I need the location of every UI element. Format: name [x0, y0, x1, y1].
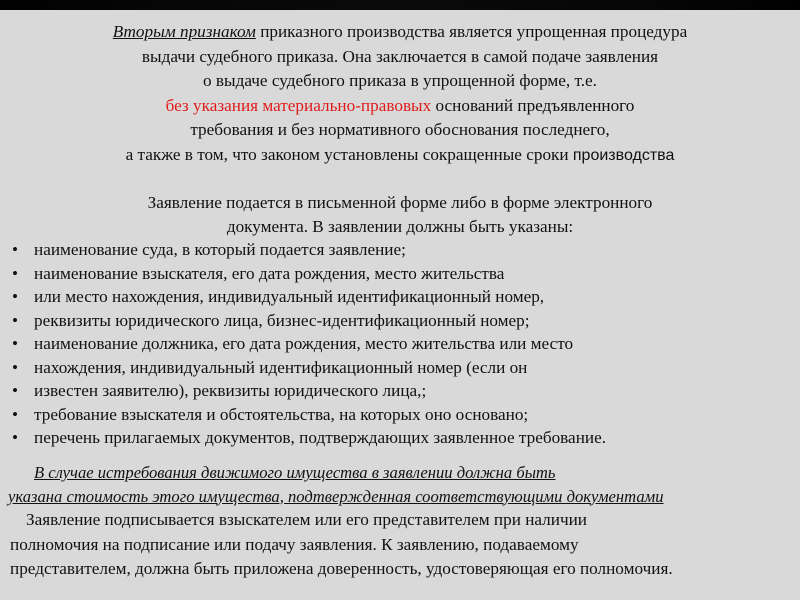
intro-line-4	[0, 94, 800, 119]
intro-line-1	[0, 20, 800, 45]
list-item-text: требование взыскателя и обстоятельства, на которых оно основано;	[34, 404, 529, 424]
list-item-text: нахождения, индивидуальный идентификационный номер (если он	[34, 357, 528, 377]
bullet-icon: •	[12, 287, 19, 306]
list-item	[12, 332, 792, 356]
intro-line-4-text: оснований предъявленного	[431, 95, 635, 115]
requirements-list	[12, 238, 792, 450]
bullet-icon: •	[12, 381, 19, 400]
bullet-icon: •	[12, 428, 19, 447]
signature-line-1: Заявление подписывается взыскателем или его представителем при наличии	[26, 510, 587, 529]
bullet-icon: •	[12, 310, 19, 330]
list-item	[12, 238, 792, 262]
bullet-icon: •	[12, 240, 19, 259]
list-item-text: наименование взыскателя, его дата рождения, место жительства	[34, 263, 505, 283]
list-item	[12, 426, 792, 450]
list-item-text: реквизиты юридического лица, бизнес-идентификационный номер;	[34, 310, 530, 330]
list-item	[12, 356, 792, 380]
list-item	[12, 285, 792, 309]
signature-line-2: полномочия на подписание или подачу заявления. К заявлению, подаваемому	[10, 534, 579, 554]
intro-line-2: выдачи судебного приказа. Она заключается в самой подаче заявления	[141, 46, 659, 66]
requirements-heading	[0, 191, 800, 238]
list-item-text: наименование суда, в который подается заявление;	[34, 240, 406, 259]
list-item	[12, 403, 792, 427]
intro-line-1-text: приказного производства является упрощенная процедура	[255, 22, 688, 41]
intro-red-highlight: без указания материально-правовых	[165, 95, 432, 115]
signature-line-3: представителем, должна быть приложена доверенность, удостоверяющая его полномочия.	[10, 559, 673, 578]
list-item-text: или место нахождения, индивидуальный идентификационный номер,	[34, 287, 545, 306]
intro-line-6-text: а также в том, что законом установлены сокращенные сроки	[125, 144, 573, 164]
list-item-text: известен заявителю), реквизиты юридического лица,;	[34, 381, 427, 400]
list-item	[12, 262, 792, 286]
requirements-heading-line-1: Заявление подается в письменной форме либо в форме электронного	[147, 193, 653, 212]
intro-paragraph	[0, 20, 800, 169]
list-item	[12, 379, 792, 403]
intro-line-6-tail: производства	[572, 146, 675, 164]
list-item	[12, 309, 792, 333]
movable-property-note	[8, 461, 800, 508]
list-item-text: перечень прилагаемых документов, подтверждающих заявленное требование.	[34, 428, 607, 447]
list-item-text: наименование должника, его дата рождения, место жительства или место	[34, 334, 574, 353]
intro-line-5: требования и без нормативного обоснования последнего,	[190, 120, 610, 140]
bullet-icon: •	[12, 357, 19, 377]
intro-line-6	[0, 143, 800, 169]
bullet-icon: •	[12, 334, 19, 353]
intro-line-3: о выдаче судебного приказа в упрощенной форме, т.е.	[203, 71, 597, 91]
bullet-icon: •	[12, 404, 19, 424]
movable-note-line-1: В случае истребования движимого имущества в заявлении должна быть	[34, 463, 556, 482]
intro-lead-emphasis: Вторым признаком	[112, 22, 256, 41]
movable-note-line-2: указана стоимость этого имущества, подтвержденная соответствующими документами	[8, 486, 664, 506]
signature-paragraph	[10, 508, 795, 582]
bullet-icon: •	[12, 263, 19, 283]
requirements-heading-line-2: документа. В заявлении должны быть указаны:	[226, 216, 574, 236]
